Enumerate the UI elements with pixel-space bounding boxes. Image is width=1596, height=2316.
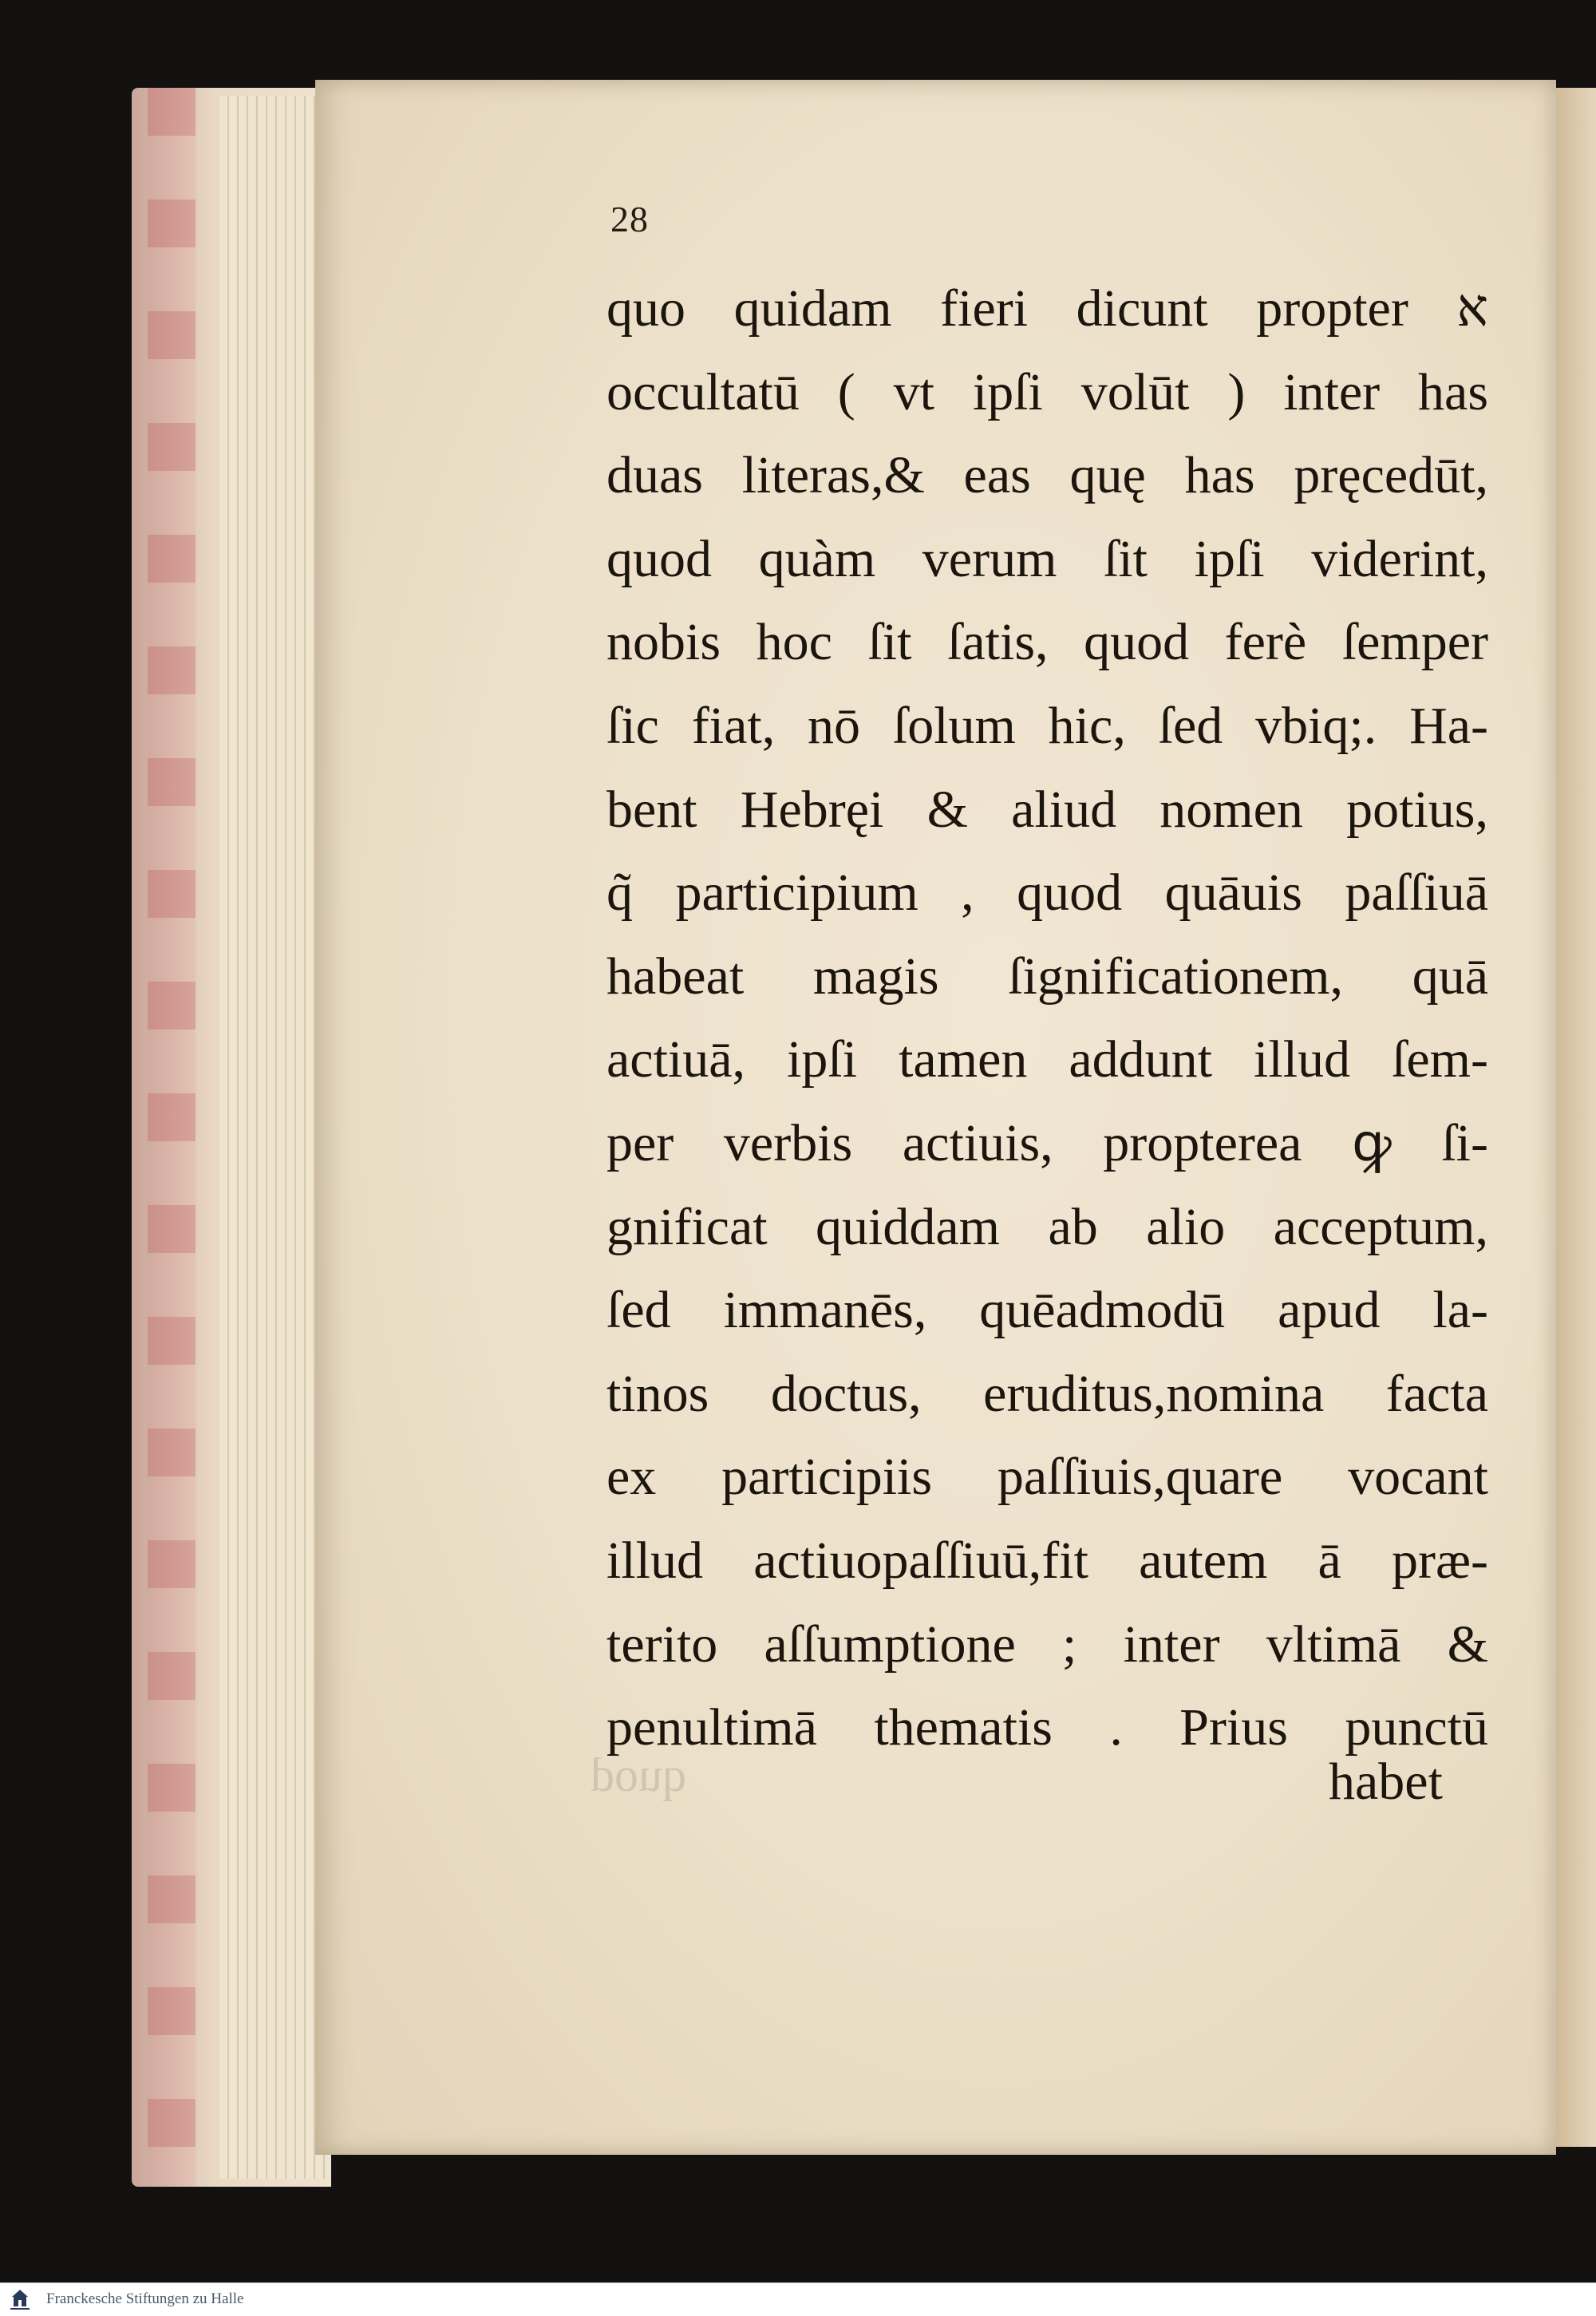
text-line: ſic fiat, nō ſolum hic, ſed vbiq;. Ha- xyxy=(606,696,1488,755)
bleed-through-text: quod xyxy=(591,1749,686,1801)
text-line: ſed immanēs, quēadmodū apud la- xyxy=(606,1281,1488,1340)
text-line: illud actiuopaſſiuū,fit autem ā præ- xyxy=(606,1531,1488,1590)
text-line: quod quàm verum ſit ipſi viderint, xyxy=(606,529,1488,588)
text-line: actiuā, ipſi tamen addunt illud ſem- xyxy=(606,1030,1488,1089)
footer-label[interactable]: Franckesche Stiftungen zu Halle xyxy=(46,2290,244,2307)
text-line: gnificat quiddam ab alio acceptum, xyxy=(606,1197,1488,1256)
text-line: habeat magis ſignificationem, quā xyxy=(606,947,1488,1006)
page-number: 28 xyxy=(610,199,649,239)
text-line: ex participiis paſſiuis,quare vocant xyxy=(606,1448,1488,1507)
text-line: penultimā thematis . Prius punctū xyxy=(606,1698,1488,1757)
text-line: bent Hebręi & aliud nomen potius, xyxy=(606,780,1488,839)
franckesche-stiftungen-logo-icon[interactable] xyxy=(8,2287,32,2313)
text-line: duas literas,& eas quę has pręcedūt, xyxy=(606,446,1488,505)
text-line: q̃ participium , quod quāuis paſſiuā xyxy=(606,864,1488,923)
facing-page-edge xyxy=(1552,88,1596,2147)
text-line: tinos doctus, eruditus,nomina facta xyxy=(606,1364,1488,1423)
text-line: occultatū ( vt ipſi volūt ) inter has xyxy=(606,362,1488,421)
page-edges xyxy=(132,88,331,2187)
text-line: nobis hoc ſit ſatis, quod ferè ſemper xyxy=(606,613,1488,672)
text-line: per verbis actiuis, propterea ꝙ ſi- xyxy=(606,1113,1488,1172)
text-line: terito aſſumptione ; inter vltimā & xyxy=(606,1614,1488,1674)
text-line: quo quidam fieri dicunt propter א xyxy=(606,279,1488,338)
catchword: habet xyxy=(1329,1753,1443,1811)
footer-bar xyxy=(0,2282,1596,2316)
text-block xyxy=(606,267,1488,1770)
